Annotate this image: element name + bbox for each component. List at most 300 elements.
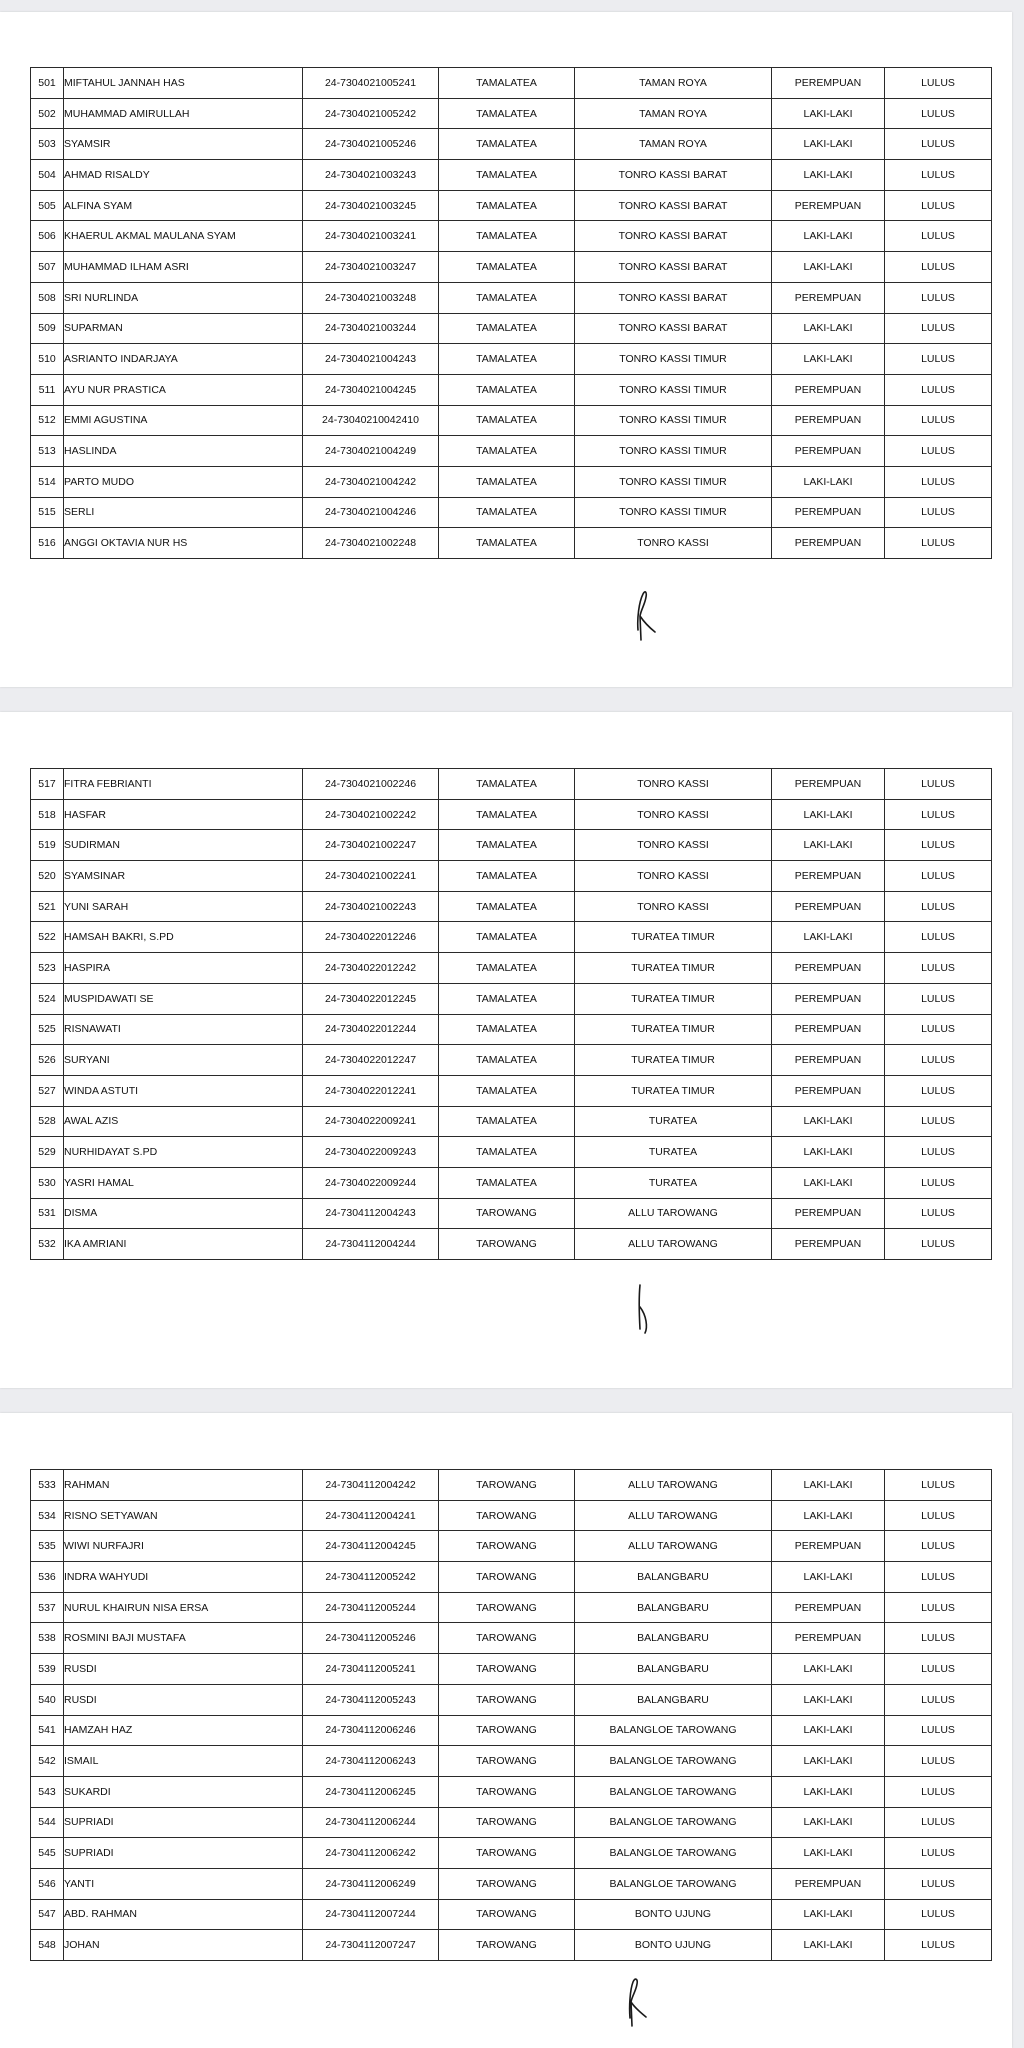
- registration-number-cell: 24-7304022012242: [303, 953, 439, 984]
- village-cell: TAMAN ROYA: [575, 98, 772, 129]
- registration-number-cell: 24-7304021002241: [303, 861, 439, 892]
- participant-name-cell: INDRA WAHYUDI: [64, 1562, 303, 1593]
- registration-number-cell: 24-7304112006249: [303, 1868, 439, 1899]
- participant-name-cell: DISMA: [64, 1198, 303, 1229]
- status-cell: LULUS: [885, 68, 992, 99]
- district-cell: TAROWANG: [439, 1807, 575, 1838]
- district-cell: TAMALATEA: [439, 528, 575, 559]
- registration-number-cell: 24-7304112004243: [303, 1198, 439, 1229]
- registration-number-cell: 24-7304112006242: [303, 1838, 439, 1869]
- gender-cell: LAKI-LAKI: [772, 799, 885, 830]
- row-number-cell: 510: [31, 344, 64, 375]
- village-cell: TONRO KASSI TIMUR: [575, 466, 772, 497]
- table-row: [31, 983, 992, 1014]
- participant-name-cell: ABD. RAHMAN: [64, 1899, 303, 1930]
- registration-number-cell: 24-7304021003248: [303, 282, 439, 313]
- village-cell: BALANGLOE TAROWANG: [575, 1868, 772, 1899]
- status-cell: LULUS: [885, 497, 992, 528]
- village-cell: TURATEA TIMUR: [575, 922, 772, 953]
- participant-name-cell: IKA AMRIANI: [64, 1229, 303, 1260]
- district-cell: TAROWANG: [439, 1531, 575, 1562]
- status-cell: LULUS: [885, 891, 992, 922]
- status-cell: LULUS: [885, 1198, 992, 1229]
- table-row: [31, 221, 992, 252]
- document-page-3: [0, 1413, 1012, 2048]
- table-row: [31, 1868, 992, 1899]
- signature-icon: [628, 582, 668, 642]
- district-cell: TAMALATEA: [439, 221, 575, 252]
- village-cell: ALLU TAROWANG: [575, 1198, 772, 1229]
- row-number-cell: 519: [31, 830, 64, 861]
- participant-name-cell: SYAMSINAR: [64, 861, 303, 892]
- village-cell: BONTO UJUNG: [575, 1930, 772, 1961]
- participant-name-cell: ASRIANTO INDARJAYA: [64, 344, 303, 375]
- registration-number-cell: 24-7304021003241: [303, 221, 439, 252]
- district-cell: TAMALATEA: [439, 1075, 575, 1106]
- table-row: [31, 1137, 992, 1168]
- registration-number-cell: 24-7304021002247: [303, 830, 439, 861]
- registration-number-cell: 24-7304021005242: [303, 98, 439, 129]
- status-cell: LULUS: [885, 374, 992, 405]
- gender-cell: PEREMPUAN: [772, 861, 885, 892]
- village-cell: TURATEA: [575, 1106, 772, 1137]
- district-cell: TAMALATEA: [439, 830, 575, 861]
- registration-number-cell: 24-7304022009244: [303, 1167, 439, 1198]
- gender-cell: LAKI-LAKI: [772, 1167, 885, 1198]
- status-cell: LULUS: [885, 799, 992, 830]
- gender-cell: PEREMPUAN: [772, 983, 885, 1014]
- gender-cell: PEREMPUAN: [772, 68, 885, 99]
- participant-name-cell: HAMSAH BAKRI, S.PD: [64, 922, 303, 953]
- participant-name-cell: AYU NUR PRASTICA: [64, 374, 303, 405]
- status-cell: LULUS: [885, 1654, 992, 1685]
- gender-cell: LAKI-LAKI: [772, 1776, 885, 1807]
- status-cell: LULUS: [885, 983, 992, 1014]
- status-cell: LULUS: [885, 861, 992, 892]
- gender-cell: PEREMPUAN: [772, 405, 885, 436]
- row-number-cell: 502: [31, 98, 64, 129]
- participant-name-cell: WIWI NURFAJRI: [64, 1531, 303, 1562]
- table-row: [31, 1075, 992, 1106]
- row-number-cell: 514: [31, 466, 64, 497]
- row-number-cell: 517: [31, 769, 64, 800]
- table-row: [31, 1045, 992, 1076]
- table-row: [31, 436, 992, 467]
- row-number-cell: 533: [31, 1470, 64, 1501]
- registration-number-cell: 24-7304021003245: [303, 190, 439, 221]
- row-number-cell: 525: [31, 1014, 64, 1045]
- district-cell: TAMALATEA: [439, 1167, 575, 1198]
- row-number-cell: 527: [31, 1075, 64, 1106]
- table-row: [31, 405, 992, 436]
- participant-name-cell: WINDA ASTUTI: [64, 1075, 303, 1106]
- village-cell: TONRO KASSI BARAT: [575, 190, 772, 221]
- village-cell: TURATEA: [575, 1167, 772, 1198]
- registration-number-cell: 24-7304112006243: [303, 1746, 439, 1777]
- village-cell: ALLU TAROWANG: [575, 1229, 772, 1260]
- gender-cell: LAKI-LAKI: [772, 1838, 885, 1869]
- district-cell: TAMALATEA: [439, 344, 575, 375]
- table-row: [31, 1807, 992, 1838]
- row-number-cell: 511: [31, 374, 64, 405]
- participant-name-cell: HASFAR: [64, 799, 303, 830]
- status-cell: LULUS: [885, 1562, 992, 1593]
- table-row: [31, 1562, 992, 1593]
- gender-cell: PEREMPUAN: [772, 1198, 885, 1229]
- table-row: [31, 1229, 992, 1260]
- village-cell: BALANGLOE TAROWANG: [575, 1715, 772, 1746]
- district-cell: TAMALATEA: [439, 313, 575, 344]
- gender-cell: LAKI-LAKI: [772, 830, 885, 861]
- participant-name-cell: ISMAIL: [64, 1746, 303, 1777]
- district-cell: TAMALATEA: [439, 129, 575, 160]
- gender-cell: LAKI-LAKI: [772, 1715, 885, 1746]
- row-number-cell: 546: [31, 1868, 64, 1899]
- district-cell: TAMALATEA: [439, 953, 575, 984]
- row-number-cell: 531: [31, 1198, 64, 1229]
- village-cell: TONRO KASSI: [575, 799, 772, 830]
- registration-number-cell: 24-7304021005241: [303, 68, 439, 99]
- gender-cell: LAKI-LAKI: [772, 313, 885, 344]
- participant-table: [30, 768, 992, 1260]
- district-cell: TAMALATEA: [439, 1045, 575, 1076]
- status-cell: LULUS: [885, 922, 992, 953]
- status-cell: LULUS: [885, 1715, 992, 1746]
- status-cell: LULUS: [885, 1807, 992, 1838]
- table-row: [31, 799, 992, 830]
- registration-number-cell: 24-7304112005242: [303, 1562, 439, 1593]
- registration-number-cell: 24-7304021003244: [303, 313, 439, 344]
- participant-name-cell: RAHMAN: [64, 1470, 303, 1501]
- gender-cell: PEREMPUAN: [772, 528, 885, 559]
- row-number-cell: 544: [31, 1807, 64, 1838]
- village-cell: TONRO KASSI BARAT: [575, 252, 772, 283]
- district-cell: TAROWANG: [439, 1684, 575, 1715]
- gender-cell: PEREMPUAN: [772, 497, 885, 528]
- village-cell: TONRO KASSI: [575, 830, 772, 861]
- registration-number-cell: 24-7304112004245: [303, 1531, 439, 1562]
- district-cell: TAMALATEA: [439, 436, 575, 467]
- participant-name-cell: SRI NURLINDA: [64, 282, 303, 313]
- district-cell: TAROWANG: [439, 1500, 575, 1531]
- village-cell: TURATEA TIMUR: [575, 1045, 772, 1076]
- participant-name-cell: ANGGI OKTAVIA NUR HS: [64, 528, 303, 559]
- village-cell: BALANGBARU: [575, 1592, 772, 1623]
- row-number-cell: 520: [31, 861, 64, 892]
- row-number-cell: 526: [31, 1045, 64, 1076]
- row-number-cell: 508: [31, 282, 64, 313]
- row-number-cell: 543: [31, 1776, 64, 1807]
- gender-cell: PEREMPUAN: [772, 1531, 885, 1562]
- status-cell: LULUS: [885, 313, 992, 344]
- table-row: [31, 1531, 992, 1562]
- table-row: [31, 891, 992, 922]
- participant-name-cell: SUKARDI: [64, 1776, 303, 1807]
- village-cell: TONRO KASSI TIMUR: [575, 405, 772, 436]
- signature-icon: [628, 1277, 668, 1337]
- village-cell: TAMAN ROYA: [575, 68, 772, 99]
- district-cell: TAROWANG: [439, 1776, 575, 1807]
- gender-cell: LAKI-LAKI: [772, 1930, 885, 1961]
- gender-cell: LAKI-LAKI: [772, 1654, 885, 1685]
- participant-name-cell: SUPARMAN: [64, 313, 303, 344]
- participant-name-cell: RUSDI: [64, 1654, 303, 1685]
- registration-number-cell: 24-7304112006245: [303, 1776, 439, 1807]
- district-cell: TAMALATEA: [439, 282, 575, 313]
- village-cell: TURATEA TIMUR: [575, 1075, 772, 1106]
- participant-name-cell: NURHIDAYAT S.PD: [64, 1137, 303, 1168]
- row-number-cell: 504: [31, 160, 64, 191]
- row-number-cell: 541: [31, 1715, 64, 1746]
- status-cell: LULUS: [885, 1045, 992, 1076]
- village-cell: BONTO UJUNG: [575, 1899, 772, 1930]
- row-number-cell: 529: [31, 1137, 64, 1168]
- participant-name-cell: ROSMINI BAJI MUSTAFA: [64, 1623, 303, 1654]
- gender-cell: LAKI-LAKI: [772, 1899, 885, 1930]
- district-cell: TAROWANG: [439, 1930, 575, 1961]
- row-number-cell: 505: [31, 190, 64, 221]
- registration-number-cell: 24-7304112005241: [303, 1654, 439, 1685]
- status-cell: LULUS: [885, 1746, 992, 1777]
- village-cell: TAMAN ROYA: [575, 129, 772, 160]
- participant-name-cell: YUNI SARAH: [64, 891, 303, 922]
- row-number-cell: 503: [31, 129, 64, 160]
- village-cell: TONRO KASSI BARAT: [575, 282, 772, 313]
- participant-name-cell: HASLINDA: [64, 436, 303, 467]
- registration-number-cell: 24-7304112006246: [303, 1715, 439, 1746]
- table-row: [31, 1167, 992, 1198]
- gender-cell: LAKI-LAKI: [772, 1807, 885, 1838]
- row-number-cell: 539: [31, 1654, 64, 1685]
- gender-cell: LAKI-LAKI: [772, 1684, 885, 1715]
- status-cell: LULUS: [885, 1167, 992, 1198]
- status-cell: LULUS: [885, 252, 992, 283]
- participant-name-cell: RISNO SETYAWAN: [64, 1500, 303, 1531]
- status-cell: LULUS: [885, 1899, 992, 1930]
- status-cell: LULUS: [885, 1106, 992, 1137]
- gender-cell: PEREMPUAN: [772, 436, 885, 467]
- table-row: [31, 374, 992, 405]
- registration-number-cell: 24-7304021003243: [303, 160, 439, 191]
- participant-name-cell: MIFTAHUL JANNAH HAS: [64, 68, 303, 99]
- participant-name-cell: FITRA FEBRIANTI: [64, 769, 303, 800]
- row-number-cell: 530: [31, 1167, 64, 1198]
- district-cell: TAROWANG: [439, 1838, 575, 1869]
- gender-cell: PEREMPUAN: [772, 953, 885, 984]
- status-cell: LULUS: [885, 344, 992, 375]
- participant-table: [30, 67, 992, 559]
- row-number-cell: 524: [31, 983, 64, 1014]
- table-row: [31, 1899, 992, 1930]
- district-cell: TAMALATEA: [439, 769, 575, 800]
- table-row: [31, 282, 992, 313]
- registration-number-cell: 24-7304021002242: [303, 799, 439, 830]
- registration-number-cell: 24-7304022012246: [303, 922, 439, 953]
- gender-cell: LAKI-LAKI: [772, 252, 885, 283]
- participant-name-cell: AWAL AZIS: [64, 1106, 303, 1137]
- participant-name-cell: AHMAD RISALDY: [64, 160, 303, 191]
- village-cell: BALANGLOE TAROWANG: [575, 1838, 772, 1869]
- village-cell: BALANGLOE TAROWANG: [575, 1746, 772, 1777]
- gender-cell: PEREMPUAN: [772, 1075, 885, 1106]
- district-cell: TAMALATEA: [439, 405, 575, 436]
- participant-name-cell: HASPIRA: [64, 953, 303, 984]
- status-cell: LULUS: [885, 129, 992, 160]
- participant-name-cell: RUSDI: [64, 1684, 303, 1715]
- status-cell: LULUS: [885, 160, 992, 191]
- status-cell: LULUS: [885, 1470, 992, 1501]
- table-row: [31, 861, 992, 892]
- table-row: [31, 466, 992, 497]
- row-number-cell: 534: [31, 1500, 64, 1531]
- district-cell: TAMALATEA: [439, 190, 575, 221]
- district-cell: TAROWANG: [439, 1198, 575, 1229]
- row-number-cell: 538: [31, 1623, 64, 1654]
- registration-number-cell: 24-73040210042410: [303, 405, 439, 436]
- participant-name-cell: YANTI: [64, 1868, 303, 1899]
- table-row: [31, 1198, 992, 1229]
- table-row: [31, 1470, 992, 1501]
- district-cell: TAROWANG: [439, 1229, 575, 1260]
- table-row: [31, 1838, 992, 1869]
- gender-cell: PEREMPUAN: [772, 1623, 885, 1654]
- status-cell: LULUS: [885, 953, 992, 984]
- district-cell: TAMALATEA: [439, 466, 575, 497]
- table-row: [31, 313, 992, 344]
- district-cell: TAMALATEA: [439, 1106, 575, 1137]
- village-cell: TONRO KASSI TIMUR: [575, 374, 772, 405]
- table-row: [31, 1746, 992, 1777]
- gender-cell: PEREMPUAN: [772, 190, 885, 221]
- gender-cell: PEREMPUAN: [772, 1014, 885, 1045]
- gender-cell: LAKI-LAKI: [772, 98, 885, 129]
- row-number-cell: 545: [31, 1838, 64, 1869]
- participant-name-cell: YASRI HAMAL: [64, 1167, 303, 1198]
- district-cell: TAROWANG: [439, 1562, 575, 1593]
- status-cell: LULUS: [885, 190, 992, 221]
- status-cell: LULUS: [885, 282, 992, 313]
- village-cell: BALANGBARU: [575, 1654, 772, 1685]
- district-cell: TAROWANG: [439, 1899, 575, 1930]
- row-number-cell: 536: [31, 1562, 64, 1593]
- row-number-cell: 542: [31, 1746, 64, 1777]
- district-cell: TAMALATEA: [439, 922, 575, 953]
- registration-number-cell: 24-7304112005243: [303, 1684, 439, 1715]
- document-page-1: [0, 12, 1012, 687]
- village-cell: TONRO KASSI TIMUR: [575, 497, 772, 528]
- row-number-cell: 506: [31, 221, 64, 252]
- village-cell: TONRO KASSI BARAT: [575, 313, 772, 344]
- registration-number-cell: 24-7304022009241: [303, 1106, 439, 1137]
- table-row: [31, 1776, 992, 1807]
- participant-name-cell: KHAERUL AKMAL MAULANA SYAM: [64, 221, 303, 252]
- village-cell: BALANGBARU: [575, 1623, 772, 1654]
- gender-cell: PEREMPUAN: [772, 282, 885, 313]
- document-page-2: [0, 712, 1012, 1388]
- registration-number-cell: 24-7304022012241: [303, 1075, 439, 1106]
- participant-name-cell: RISNAWATI: [64, 1014, 303, 1045]
- village-cell: TONRO KASSI: [575, 861, 772, 892]
- participant-name-cell: HAMZAH HAZ: [64, 1715, 303, 1746]
- district-cell: TAROWANG: [439, 1592, 575, 1623]
- gender-cell: PEREMPUAN: [772, 1045, 885, 1076]
- district-cell: TAMALATEA: [439, 891, 575, 922]
- village-cell: TONRO KASSI: [575, 528, 772, 559]
- status-cell: LULUS: [885, 1623, 992, 1654]
- district-cell: TAMALATEA: [439, 1014, 575, 1045]
- table-row: [31, 922, 992, 953]
- district-cell: TAMALATEA: [439, 98, 575, 129]
- table-row: [31, 953, 992, 984]
- status-cell: LULUS: [885, 1592, 992, 1623]
- table-row: [31, 1014, 992, 1045]
- row-number-cell: 516: [31, 528, 64, 559]
- registration-number-cell: 24-7304022012244: [303, 1014, 439, 1045]
- status-cell: LULUS: [885, 98, 992, 129]
- village-cell: BALANGBARU: [575, 1684, 772, 1715]
- status-cell: LULUS: [885, 1868, 992, 1899]
- table-row: [31, 344, 992, 375]
- gender-cell: LAKI-LAKI: [772, 344, 885, 375]
- status-cell: LULUS: [885, 1500, 992, 1531]
- table-row: [31, 98, 992, 129]
- participant-name-cell: EMMI AGUSTINA: [64, 405, 303, 436]
- row-number-cell: 540: [31, 1684, 64, 1715]
- row-number-cell: 501: [31, 68, 64, 99]
- village-cell: TONRO KASSI: [575, 769, 772, 800]
- gender-cell: LAKI-LAKI: [772, 160, 885, 191]
- village-cell: TONRO KASSI TIMUR: [575, 344, 772, 375]
- gender-cell: PEREMPUAN: [772, 374, 885, 405]
- status-cell: LULUS: [885, 1684, 992, 1715]
- registration-number-cell: 24-7304112004241: [303, 1500, 439, 1531]
- row-number-cell: 518: [31, 799, 64, 830]
- table-row: [31, 1715, 992, 1746]
- village-cell: TONRO KASSI BARAT: [575, 160, 772, 191]
- village-cell: ALLU TAROWANG: [575, 1531, 772, 1562]
- gender-cell: LAKI-LAKI: [772, 1137, 885, 1168]
- registration-number-cell: 24-7304021004243: [303, 344, 439, 375]
- gender-cell: PEREMPUAN: [772, 891, 885, 922]
- registration-number-cell: 24-7304112004242: [303, 1470, 439, 1501]
- district-cell: TAROWANG: [439, 1868, 575, 1899]
- village-cell: TURATEA TIMUR: [575, 1014, 772, 1045]
- participant-name-cell: JOHAN: [64, 1930, 303, 1961]
- registration-number-cell: 24-7304021002246: [303, 769, 439, 800]
- gender-cell: LAKI-LAKI: [772, 1500, 885, 1531]
- table-row: [31, 1684, 992, 1715]
- gender-cell: PEREMPUAN: [772, 1592, 885, 1623]
- registration-number-cell: 24-7304112005244: [303, 1592, 439, 1623]
- table-row: [31, 528, 992, 559]
- table-row: [31, 830, 992, 861]
- status-cell: LULUS: [885, 769, 992, 800]
- table-row: [31, 190, 992, 221]
- gender-cell: LAKI-LAKI: [772, 1562, 885, 1593]
- status-cell: LULUS: [885, 1930, 992, 1961]
- signature-icon: [618, 1968, 658, 2028]
- village-cell: BALANGLOE TAROWANG: [575, 1807, 772, 1838]
- district-cell: TAROWANG: [439, 1746, 575, 1777]
- village-cell: ALLU TAROWANG: [575, 1500, 772, 1531]
- row-number-cell: 512: [31, 405, 64, 436]
- gender-cell: LAKI-LAKI: [772, 466, 885, 497]
- registration-number-cell: 24-7304021004249: [303, 436, 439, 467]
- table-row: [31, 769, 992, 800]
- gender-cell: LAKI-LAKI: [772, 1470, 885, 1501]
- row-number-cell: 515: [31, 497, 64, 528]
- registration-number-cell: 24-7304112007244: [303, 1899, 439, 1930]
